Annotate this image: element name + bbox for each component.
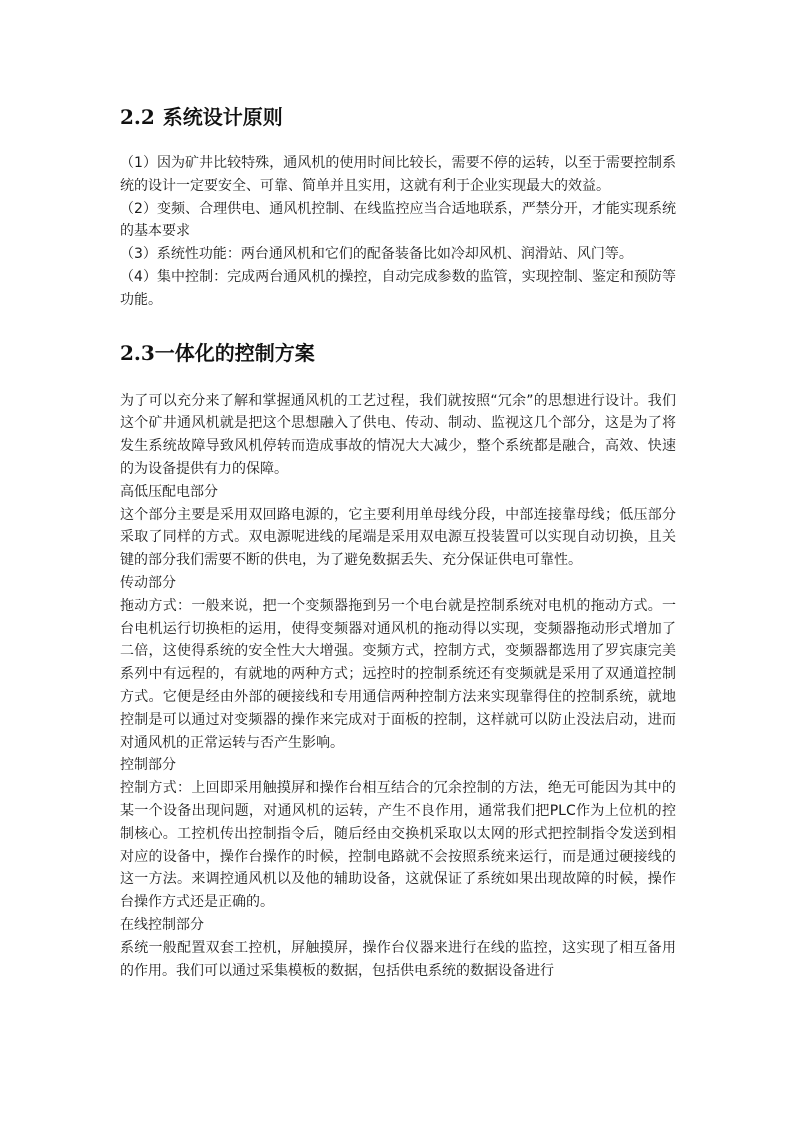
principle-paragraph: （3）系统性功能：两台通风机和它们的配备装备比如冷却风机、润滑站、风门等。 xyxy=(120,246,633,263)
subheading-control: 控制部分 xyxy=(120,757,176,774)
subheading-power-distribution: 高低压配电部分 xyxy=(120,483,218,500)
body-paragraph: 这个部分主要是采用双回路电源的，它主要利用单母线分段，中部连接靠母线；低压部分采取了同样的方式。双电源呢进线的尾端是采用双电源互投装置可以实现自动切换，且关键的部分我们需要不断的供电，为了避免数据丢失、充分保证供电可靠性。 xyxy=(120,506,676,569)
principle-paragraph: （1）因为矿井比较特殊，通风机的使用时间比较长，需要不停的运转，以至于需要控制系统的设计一定要安全、可靠、简单并且实用，这就有利于企业实现最大的效益。 xyxy=(120,155,676,194)
section-title: 一体化的控制方案 xyxy=(154,340,315,365)
section-number: 2.3 xyxy=(120,340,155,365)
section-body-2-2 xyxy=(120,152,676,312)
principle-paragraph: （4）集中控制：完成两台通风机的操控，自动完成参数的监管，实现控制、鉴定和预防等功能。 xyxy=(120,268,676,308)
section-heading-2-3 xyxy=(120,336,676,370)
subheading-online-control: 在线控制部分 xyxy=(120,916,204,933)
intro-paragraph: 为了可以充分来了解和掌握通风机的工艺过程，我们就按照“冗余”的思想进行设计。我们这个矿井通风机就是把这个思想融入了供电、传动、制动、监视这几个部分，这是为了将发生系统故障导致风机停转而造成事故的情况大大减少，整个系统都是融合，高效、快速的为设备提供有力的保障。 xyxy=(120,392,676,477)
principle-paragraph: （2）变频、合理供电、通风机控制、在线监控应当合适地联系，严禁分开，才能实现系统的基本要求 xyxy=(120,200,676,240)
body-paragraph: 系统一般配置双套工控机，屏触摸屏，操作台仪器来进行在线的监控，这实现了相互备用的作用。我们可以通过采集模板的数据，包括供电系统的数据设备进行 xyxy=(120,939,676,979)
section-title: 系统设计原则 xyxy=(162,105,283,129)
page-content xyxy=(120,100,676,982)
section-number: 2.2 xyxy=(120,105,155,129)
section-body-2-3 xyxy=(120,390,676,983)
subheading-transmission: 传动部分 xyxy=(120,574,176,591)
body-paragraph: 拖动方式：一般来说，把一个变频器拖到另一个电台就是控制系统对电机的拖动方式。一台电机运行切换柜的运用，使得变频器对通风机的拖动得以实现，变频器拖动形式增加了二倍，这使得系统的安全性大大增强。变频方式，控制方式，变频器都选用了罗宾康完美系列中有远程的，有就地的两种方式；远控时的控制系统还有变频就是采用了双通道控制方式。它便是经由外部的硬接线和专用通信两种控制方法来实现靠得住的控制系统，就地控制是可以通过对变频器的操作来完成对于面板的控制，这样就可以防止没法启动，进而对通风机的正常运转与否产生影响。 xyxy=(120,597,676,751)
body-paragraph: 控制方式：上回即采用触摸屏和操作台相互结合的冗余控制的方法，绝无可能因为其中的某一个设备出现问题，对通风机的运转，产生不良作用，通常我们把PLC作为上位机的控制核心。工控机传出控制指令后，随后经由交换机采取以太网的形式把控制指令发送到相对应的设备中，操作台操作的时候，控制电路就不会按照系统来运行，而是通过硬接线的这一方法。来调控通风机以及他的辅助设备，这就保证了系统如果出现故障的时候，操作台操作方式还是正确的。 xyxy=(120,780,676,911)
section-heading-2-2 xyxy=(120,100,676,134)
